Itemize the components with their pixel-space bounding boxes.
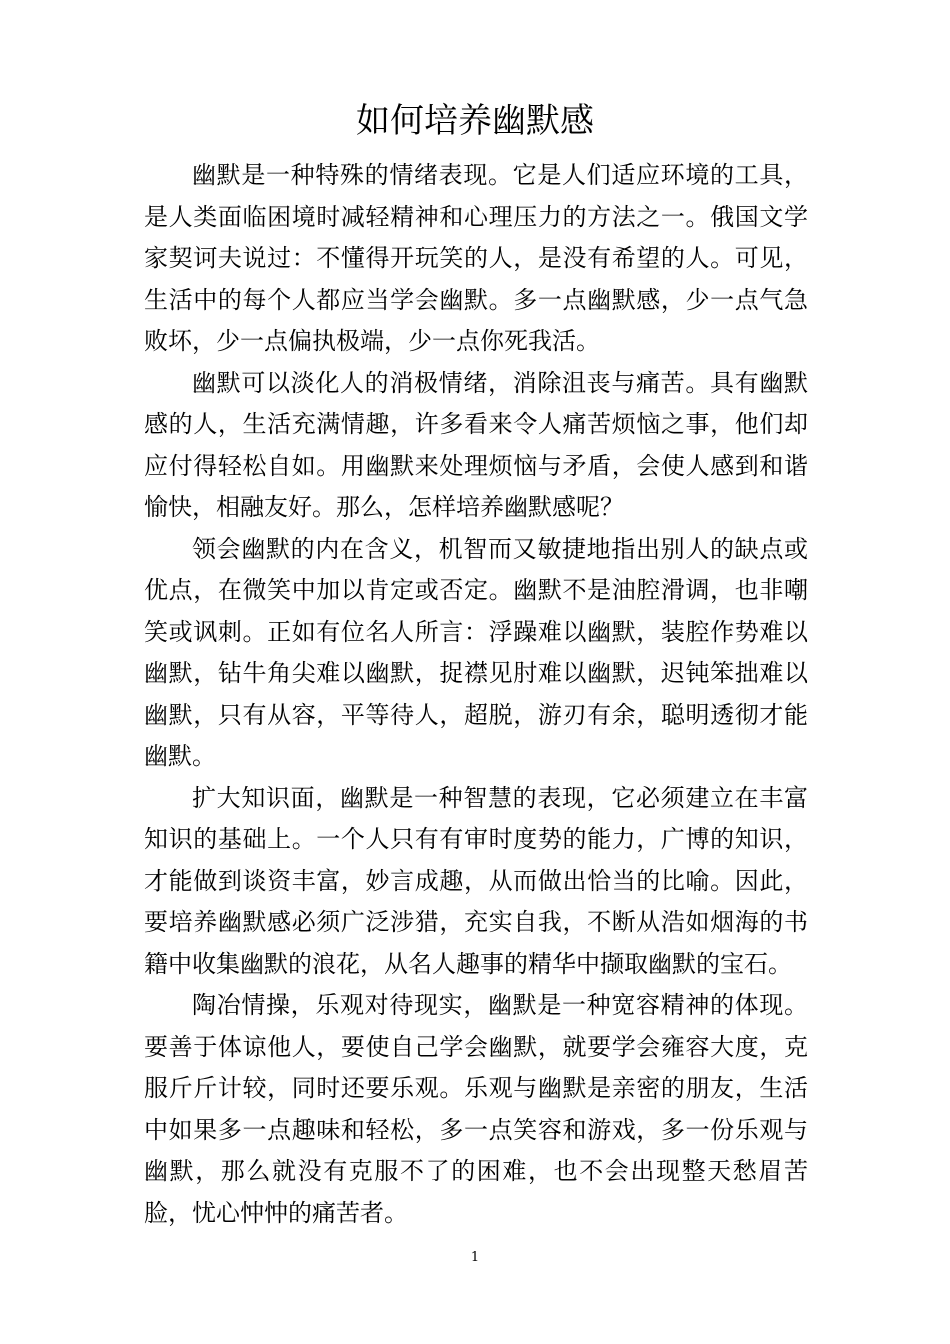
paragraph-1: 幽默是一种特殊的情绪表现。它是人们适应环境的工具，是人类面临困境时减轻精神和心理压力的方法之一。俄国文学家契诃夫说过：不懂得开玩笑的人，是没有希望的人。可见，生活中的每个人都应当学会幽默。多一点幽默感，少一点气急败坏，少一点偏执极端，少一点你死我活。 <box>144 161 808 355</box>
paragraph-5: 陶冶情操，乐观对待现实，幽默是一种宽容精神的体现。要善于体谅他人，要使自己学会幽默，就要学会雍容大度，克服斤斤计较，同时还要乐观。乐观与幽默是亲密的朋友，生活中如果多一点趣味和轻松，多一点笑容和游戏，多一份乐观与幽默，那么就没有克服不了的困难，也不会出现整天愁眉苦脸，忧心忡忡的痛苦者。 <box>144 991 808 1227</box>
document-title: 如何培养幽默感 <box>356 101 594 141</box>
paragraph-4: 扩大知识面，幽默是一种智慧的表现，它必须建立在丰富知识的基础上。一个人只有有审时度势的能力，广博的知识，才能做到谈资丰富，妙言成趣，从而做出恰当的比喻。因此，要培养幽默感必须广泛涉猎，充实自我，不断从浩如烟海的书籍中收集幽默的浪花，从名人趣事的精华中撷取幽默的宝石。 <box>144 783 808 978</box>
page-number: 1 <box>470 1250 480 1265</box>
paragraph-2: 幽默可以淡化人的消极情绪，消除沮丧与痛苦。具有幽默感的人，生活充满情趣，许多看来令人痛苦烦恼之事，他们却应付得轻松自如。用幽默来处理烦恼与矛盾，会使人感到和谐愉快，相融友好。那么，怎样培养幽默感呢？ <box>144 368 808 521</box>
paragraph-3: 领会幽默的内在含义，机智而又敏捷地指出别人的缺点或优点，在微笑中加以肯定或否定。幽默不是油腔滑调，也非嘲笑或讽刺。正如有位名人所言：浮躁难以幽默，装腔作势难以幽默，钻牛角尖难以幽默，捉襟见肘难以幽默，迟钝笨拙难以幽默，只有从容，平等待人，超脱，游刃有余，聪明透彻才能幽默。 <box>144 534 808 770</box>
document-body <box>144 155 808 1234</box>
